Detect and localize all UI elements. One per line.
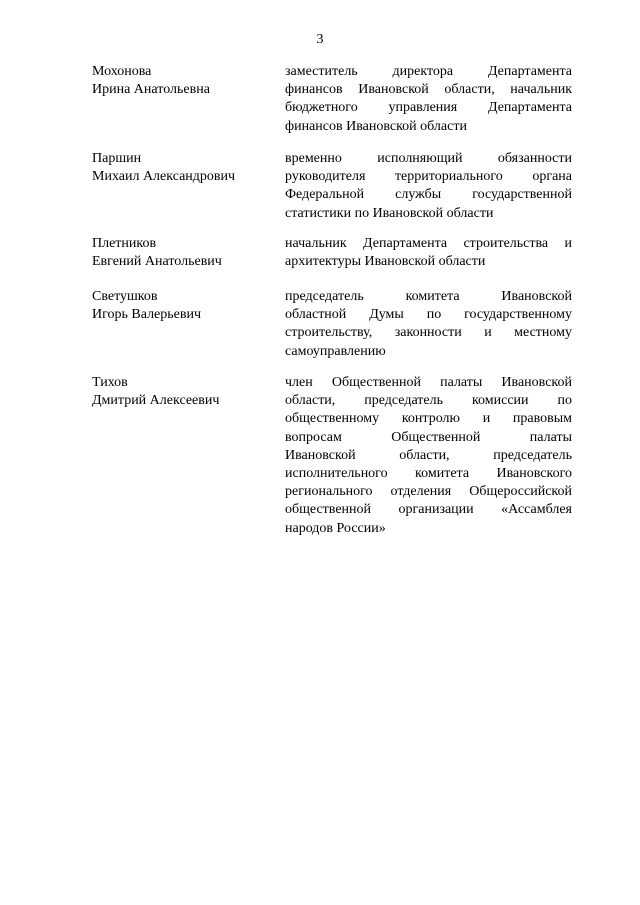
member-surname: Мохонова xyxy=(92,64,152,79)
member-given-names: Ирина Анатольевна xyxy=(92,82,210,98)
member-position xyxy=(285,374,572,538)
position-line: областной Думы по государственному xyxy=(285,307,572,323)
position-line: народов России» xyxy=(285,520,386,536)
position-line: бюджетного управления Департамента xyxy=(285,100,572,116)
member-surname: Тихов xyxy=(92,375,128,390)
member-given-names: Игорь Валерьевич xyxy=(92,307,202,323)
member-name xyxy=(92,374,272,410)
member-name xyxy=(92,288,272,324)
member-given-names: Михаил Александрович xyxy=(92,169,236,185)
member-position xyxy=(285,288,572,361)
position-line: Федеральной службы государственной xyxy=(285,187,572,203)
position-line: регионального отделения Общероссийской xyxy=(285,484,572,500)
member-position xyxy=(285,235,572,271)
member-name xyxy=(92,63,272,99)
member-given-names: Дмитрий Алексеевич xyxy=(92,393,220,409)
position-line: общественному контролю и правовым xyxy=(285,411,572,427)
position-line: Ивановской области, председатель xyxy=(285,447,572,463)
position-line: начальник Департамента строительства и xyxy=(285,236,572,251)
position-line: области, председатель комиссии по xyxy=(285,393,572,409)
position-line: вопросам Общественной палаты xyxy=(285,429,572,445)
position-line: член Общественной палаты Ивановской xyxy=(285,375,572,390)
position-line: временно исполняющий обязанности xyxy=(285,151,572,166)
position-line: самоуправлению xyxy=(285,343,386,359)
position-line: финансов Ивановской области xyxy=(285,118,467,134)
member-surname: Светушков xyxy=(92,289,158,304)
page-number: 3 xyxy=(316,32,324,47)
position-line: председатель комитета Ивановской xyxy=(285,289,572,304)
position-line: строительству, законности и местному xyxy=(285,325,572,341)
position-line: заместитель директора Департамента xyxy=(285,64,572,79)
position-line: руководителя территориального органа xyxy=(285,169,572,185)
position-line: архитектуры Ивановской области xyxy=(285,254,486,270)
position-line: статистики по Ивановской области xyxy=(285,205,494,221)
position-line: исполнительного комитета Ивановского xyxy=(285,466,572,482)
member-surname: Паршин xyxy=(92,151,142,166)
member-position xyxy=(285,150,572,223)
member-given-names: Евгений Анатольевич xyxy=(92,254,222,270)
position-line: общественной организации «Ассамблея xyxy=(285,502,572,518)
position-line: финансов Ивановской области, начальник xyxy=(285,82,572,98)
member-surname: Плетников xyxy=(92,236,157,251)
member-name xyxy=(92,150,272,186)
member-name xyxy=(92,235,272,271)
member-position xyxy=(285,63,572,136)
